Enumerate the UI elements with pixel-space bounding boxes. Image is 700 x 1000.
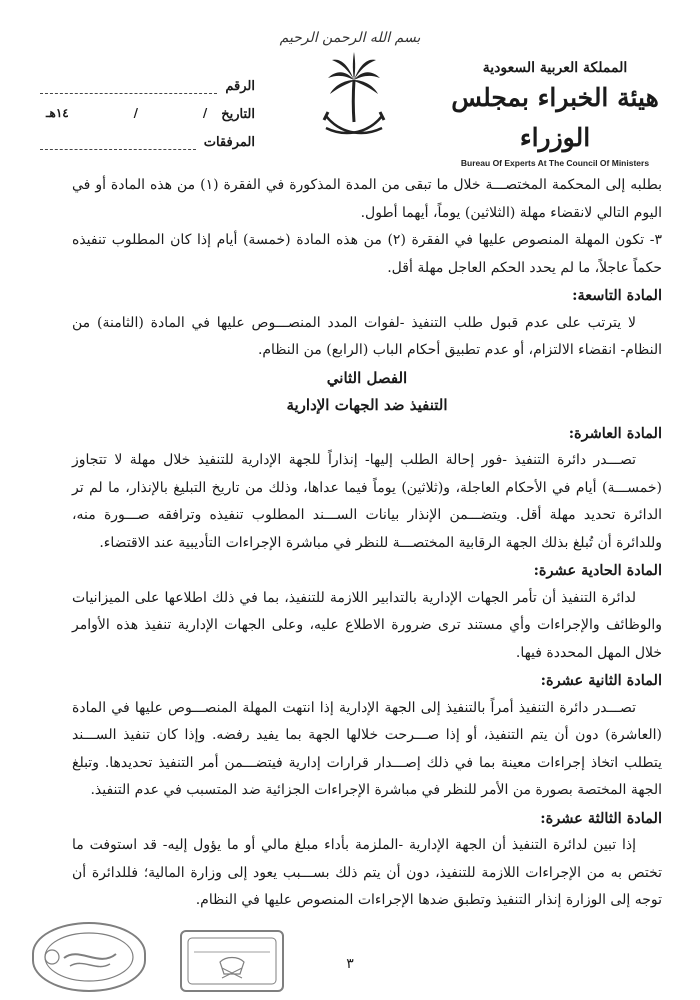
- article-text: إذا تبين لدائرة التنفيذ أن الجهة الإدارية -الملزمة بأداء مبلغ مالي أو ما يؤول إليه- قد استوفت ما تختص به من الإجراءات اللازمة للتنفيذ، دون أن يتم ذلك بســـبب يعود إلى وزارة المالية؛ فللدائرة أن توجه إلى الوزارة إنذار التنفيذ وتطبق ضدها الإجراءات المنصوص عليها في النظام.: [72, 837, 662, 908]
- date-separator: /: [202, 106, 208, 120]
- page-number: ٣: [346, 956, 354, 972]
- reference-number-line: [40, 77, 217, 94]
- palm-and-swords-emblem-icon: [322, 50, 386, 142]
- article-heading: المادة الثالثة عشرة:: [540, 809, 662, 827]
- article-text: لدائرة التنفيذ أن تأمر الجهات الإدارية بالتدابير اللازمة للتنفيذ، بما في ذلك اطلاعها على الميزانيات والوظائف والإجراءات وأي مستند ترى ضرورة الاطلاع عليه، وعلى الجهات الإدارية تنفيذ هذه الأوامر خلال المهل المحددة فيها.: [72, 589, 662, 661]
- article-text: تصـــدر دائرة التنفيذ أمراً بالتنفيذ إلى الجهة الإدارية إذا انتهت المهلة المنصـــوص عليها في المادة (العاشرة) دون أن يتم التنفيذ، أو إذا صـــرحت خلالها الجهة بما يفيد رفضه. وإذا كان تنفيذ الســـند يتطلب اتخاذ إجراءات معينة بما في ذلك إصـــدار قرارات إدارية فيتضـــمن أمر التنفيذ تحديدها. وتبلغ الجهة المختصة بصورة من الأمر للنظر في مباشرة الإجراءات الجزائية ضد المتسبب في عدم التنفيذ.: [72, 699, 662, 798]
- date-label: التاريخ: [221, 107, 255, 122]
- chapter-title: التنفيذ ضد الجهات الإدارية: [286, 396, 448, 414]
- article-heading: المادة الحادية عشرة:: [533, 562, 662, 579]
- attachments-row: [40, 122, 255, 150]
- kingdom-name: المملكة العربية السعودية: [482, 60, 628, 76]
- date-row: [40, 94, 255, 122]
- date-value: [40, 106, 213, 122]
- article-heading: المادة العاشرة:: [568, 424, 662, 442]
- paragraph: بطلبه إلى المحكمة المختصـــة خلال ما تبقى من المدة المذكورة في الفقرة (١) من هذه المادة أو في اليوم التالي لانقضاء مهلة (الثلاثين) يوماً، أيهما أطول.: [72, 177, 663, 221]
- reference-number-label: الرقم: [225, 79, 255, 94]
- document-body: [72, 172, 662, 915]
- attachments-line: [40, 133, 196, 150]
- chapter-number: الفصل الثاني: [326, 368, 408, 387]
- basmala: بسم الله الرحمن الرحيم: [279, 30, 421, 46]
- paragraph: ٣- تكون المهلة المنصوص عليها في الفقرة (٢) من هذه المادة (خمسة) أيام إذا كان المطلوب تنفيذه حكماً عاجلاً، ما لم يحدد الحكم العاجل مهلة أقل.: [72, 232, 662, 276]
- reference-number-row: [40, 66, 255, 94]
- bureau-name-arabic: هيئة الخبراء بمجلس الوزراء: [451, 83, 659, 152]
- article-heading: المادة الثانية عشرة:: [540, 672, 662, 689]
- date-separator: /: [133, 106, 138, 120]
- organization-block: [450, 60, 660, 168]
- reference-fields: [40, 66, 255, 150]
- date-year: ١٤هـ: [46, 106, 69, 120]
- article-text: تصـــدر دائرة التنفيذ -فور إحالة الطلب إليها- إنذاراً للجهة الإدارية للتنفيذ خلال مهلة لا تتجاوز (خمســـة) أيام في الأحكام العاجلة، و(ثلاثين) يوماً فيما عداها، وذلك من تاريخ التبليغ بالإنذار، ما لم تر الدائرة تحديد مهلة أقل. ويتضـــمن الإنذار بيانات الســـند المطلوب تنفيذه وترافقه صـــورة منه، وللدائرة أن تُبلغ بذلك الجهة الرقابية المختصـــة للنظر في مباشرة الإجراءات التأديبية عند الاقتضاء.: [72, 452, 662, 551]
- bureau-name-english: Bureau Of Experts At The Council Of Ministers: [460, 158, 650, 168]
- attachments-label: المرفقات: [203, 135, 255, 150]
- article-text: لا يترتب على عدم قبول طلب التنفيذ -لفوات المدد المنصـــوص عليها في المادة (الثامنة) من النظام- انقضاء الالتزام، أو عدم تطبيق أحكام الباب (الرابع) من النظام.: [72, 314, 662, 358]
- article-heading: المادة التاسعة:: [572, 287, 662, 304]
